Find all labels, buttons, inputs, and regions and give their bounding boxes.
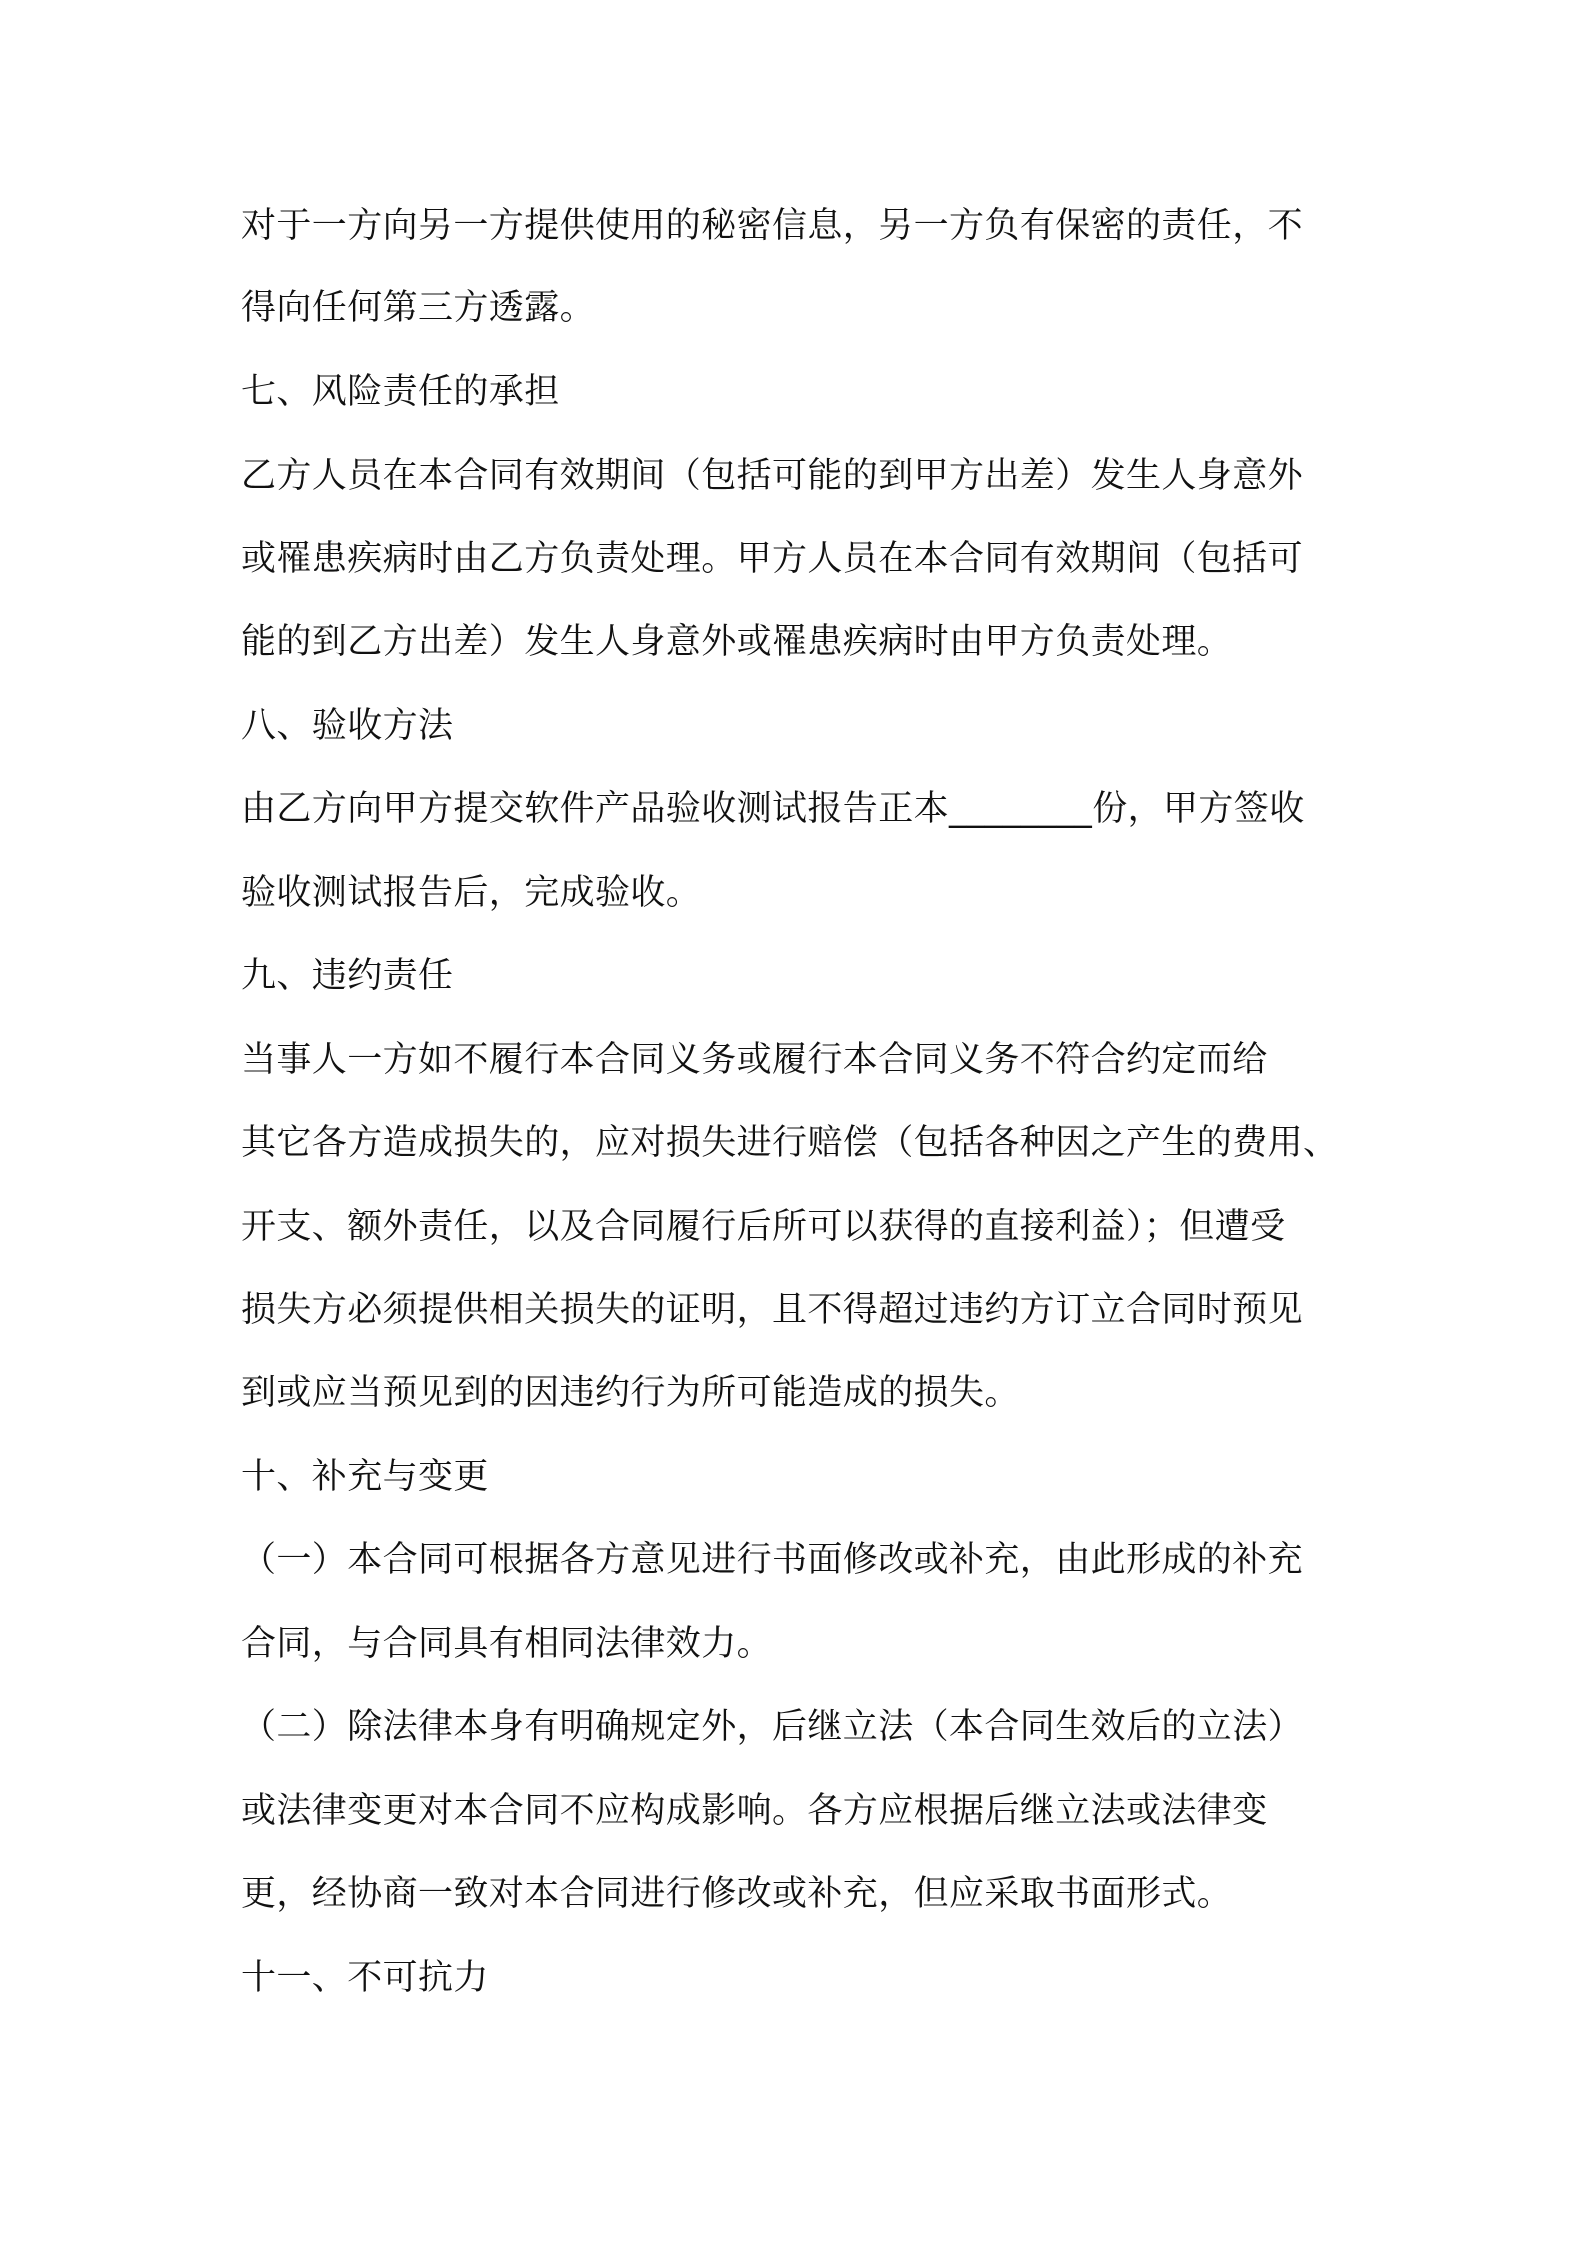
- section-heading: 十一、不可抗力: [241, 1958, 489, 1998]
- section-heading: 七、风险责任的承担: [241, 372, 560, 412]
- section-heading: 十、补充与变更: [241, 1457, 489, 1497]
- paragraph-line: 更，经协商一致对本合同进行修改或补充，但应采取书面形式。: [241, 1874, 1233, 1914]
- paragraph-line: 或罹患疾病时由乙方负责处理。甲方人员在本合同有效期间（包括可: [241, 539, 1304, 579]
- paragraph-line: 能的到乙方出差）发生人身意外或罹患疾病时由甲方负责处理。: [241, 622, 1233, 662]
- paragraph-line: 验收测试报告后，完成验收。: [241, 873, 702, 913]
- paragraph-line: 由乙方向甲方提交软件产品验收测试报告正本________份，甲方签收: [241, 789, 1305, 829]
- section-heading: 九、违约责任: [241, 956, 454, 996]
- paragraph-line: 开支、额外责任，以及合同履行后所可以获得的直接利益）；但遭受: [241, 1207, 1286, 1247]
- paragraph-line: 合同，与合同具有相同法律效力。: [241, 1624, 773, 1664]
- paragraph-line: （一）本合同可根据各方意见进行书面修改或补充，由此形成的补充: [241, 1540, 1304, 1580]
- paragraph-line: 或法律变更对本合同不应构成影响。各方应根据后继立法或法律变: [241, 1791, 1268, 1831]
- section-heading: 八、验收方法: [241, 706, 454, 746]
- paragraph-line: 当事人一方如不履行本合同义务或履行本合同义务不符合约定而给: [241, 1040, 1268, 1080]
- paragraph-line: 到或应当预见到的因违约行为所可能造成的损失。: [241, 1373, 1020, 1413]
- paragraph-line: 乙方人员在本合同有效期间（包括可能的到甲方出差）发生人身意外: [241, 456, 1304, 496]
- paragraph-line: （二）除法律本身有明确规定外，后继立法（本合同生效后的立法）: [241, 1707, 1304, 1747]
- paragraph-line: 得向任何第三方透露。: [241, 288, 596, 328]
- paragraph-line: 对于一方向另一方提供使用的秘密信息，另一方负有保密的责任，不: [241, 206, 1304, 246]
- paragraph-line: 损失方必须提供相关损失的证明，且不得超过违约方订立合同时预见: [241, 1290, 1304, 1330]
- paragraph-line: 其它各方造成损失的，应对损失进行赔偿（包括各种因之产生的费用、: [241, 1123, 1339, 1163]
